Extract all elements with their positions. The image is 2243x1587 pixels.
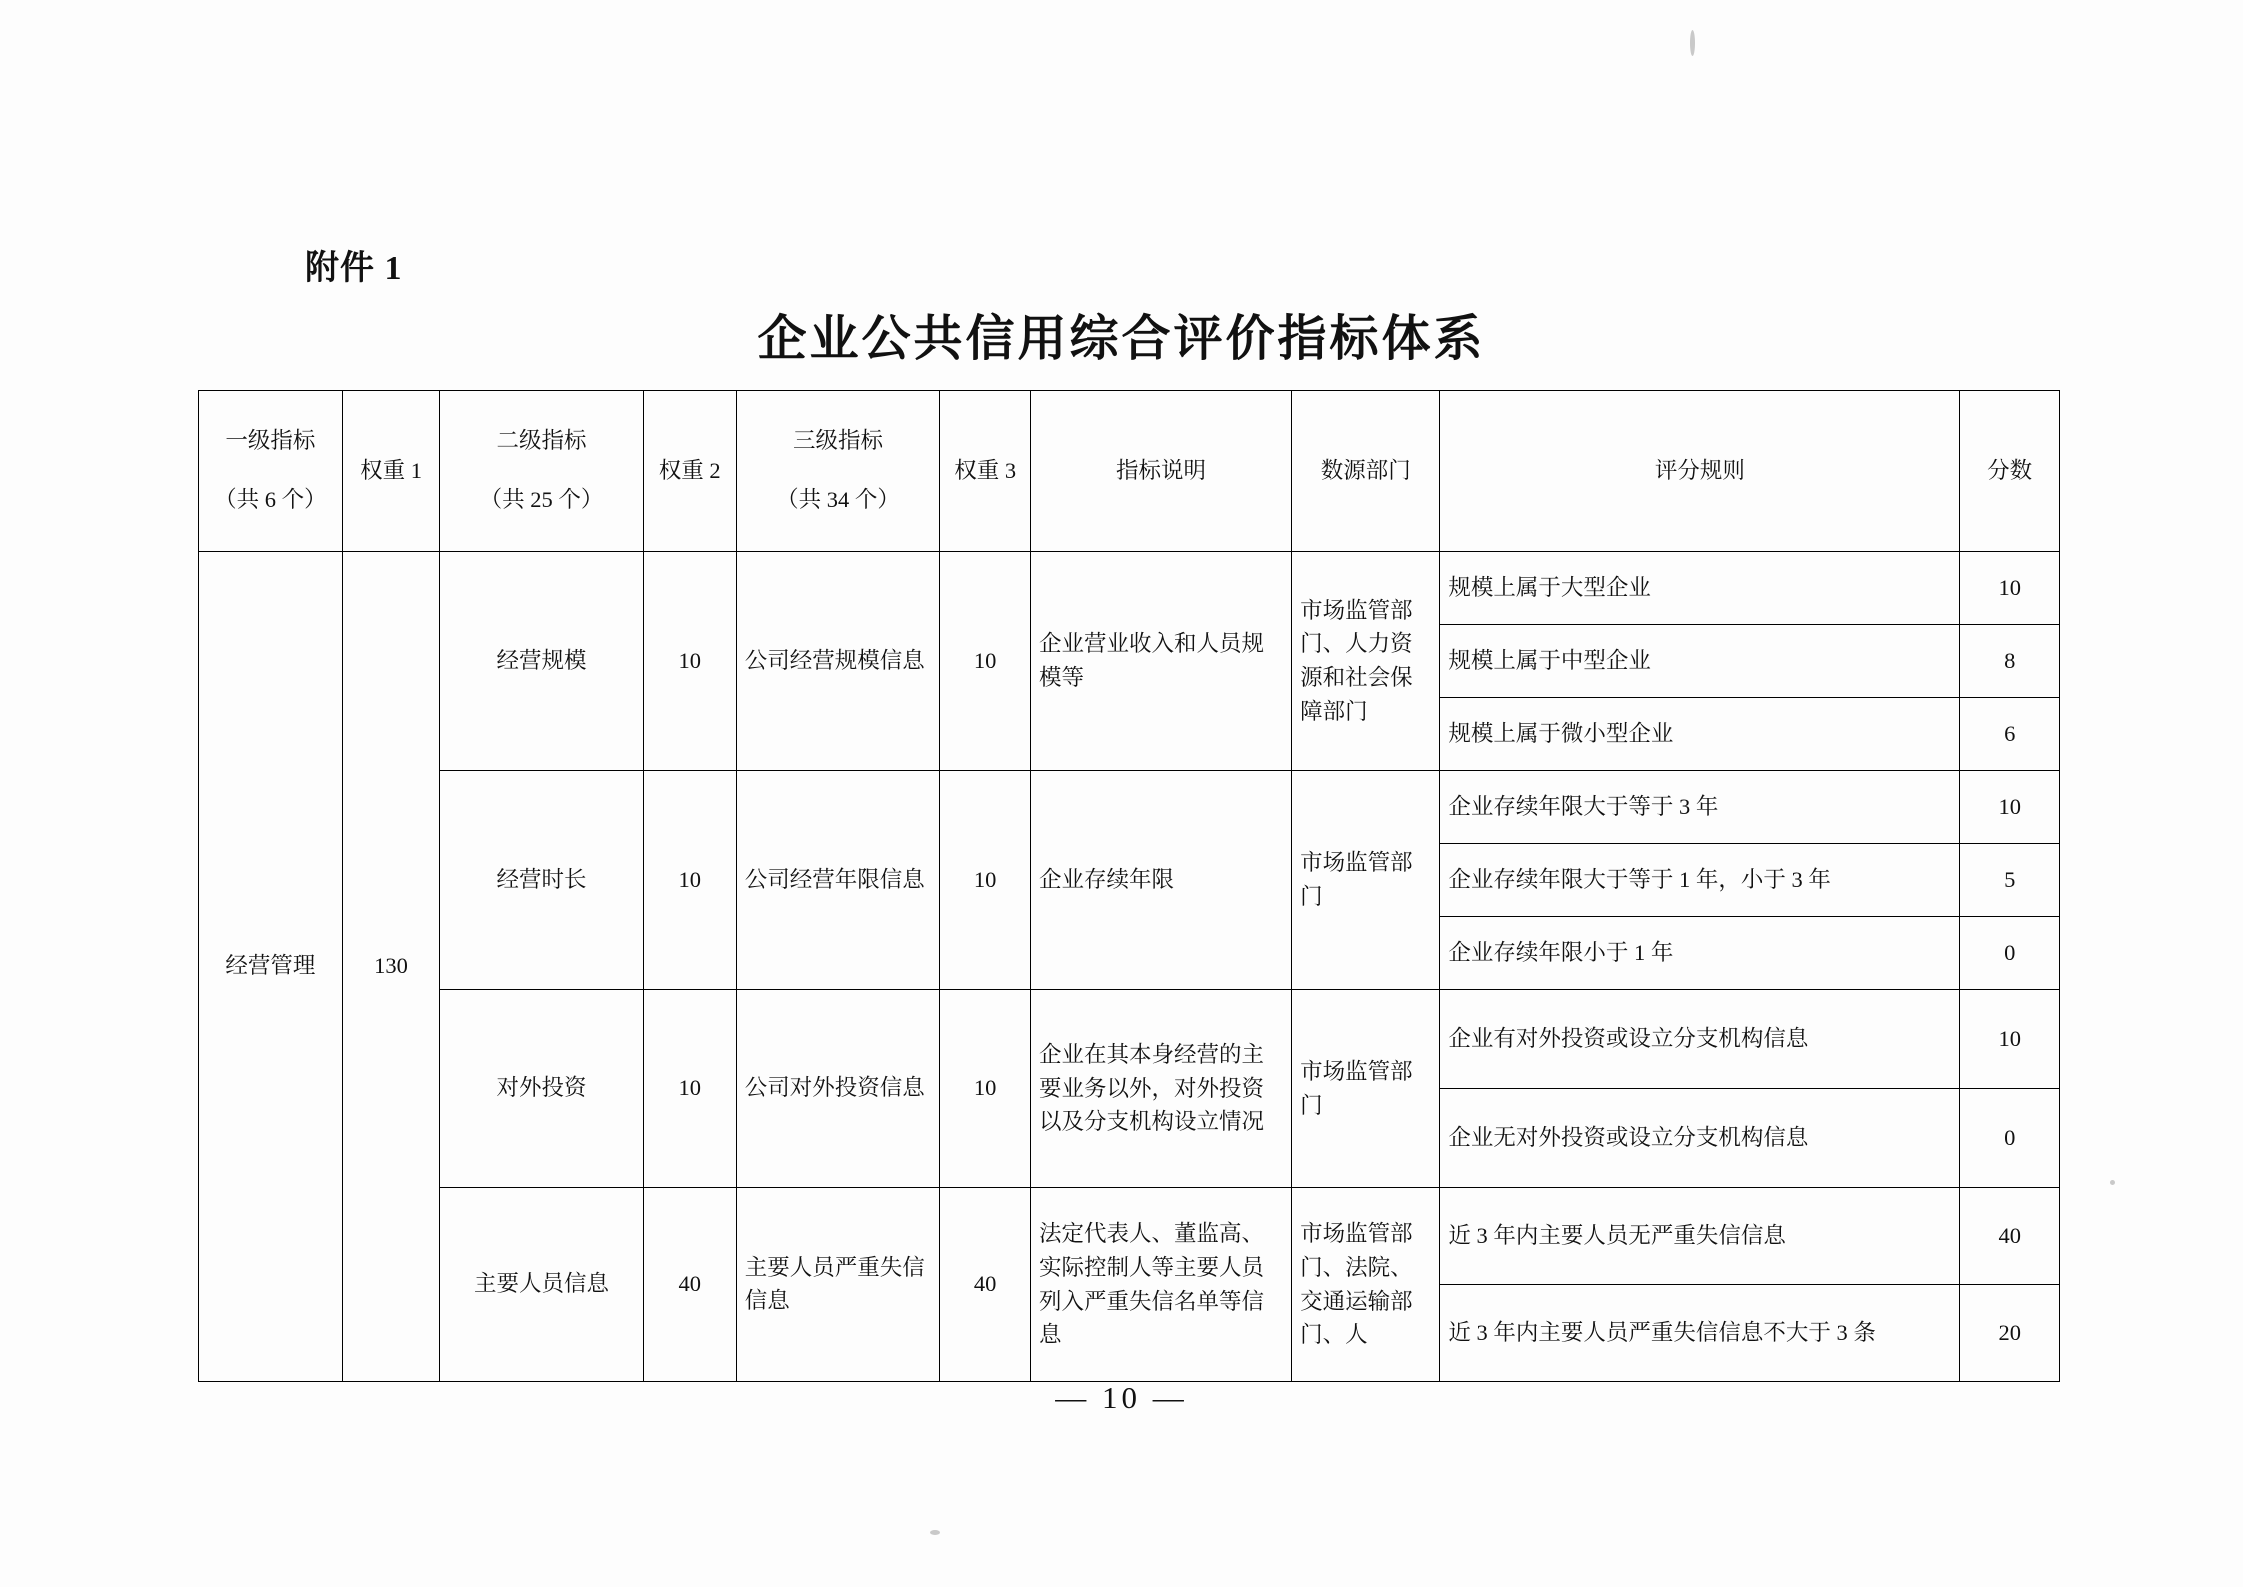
header-weight1: 权重 1 xyxy=(342,391,439,552)
page-number: — 10 — xyxy=(1055,1380,1188,1415)
level1-weight: 130 xyxy=(342,552,439,1382)
level2-weight: 40 xyxy=(643,1188,736,1382)
scoring-rule: 企业存续年限大于等于 3 年 xyxy=(1440,771,1960,844)
header-weight3: 权重 3 xyxy=(940,391,1031,552)
scoring-rule: 规模上属于中型企业 xyxy=(1440,625,1960,698)
level2-name: 主要人员信息 xyxy=(440,1188,644,1382)
table-row xyxy=(199,552,2060,625)
paper-speck xyxy=(930,1530,940,1535)
attachment-label: 附件 1 xyxy=(305,250,403,287)
rule-score: 40 xyxy=(1960,1188,2060,1285)
level3-weight: 10 xyxy=(940,771,1031,990)
level2-name: 经营时长 xyxy=(440,771,644,990)
header-level1-line1: 一级指标 xyxy=(225,428,316,454)
rule-score: 20 xyxy=(1960,1285,2060,1382)
level3-name: 公司经营规模信息 xyxy=(736,552,940,771)
header-rule: 评分规则 xyxy=(1440,391,1960,552)
level3-name: 公司对外投资信息 xyxy=(736,990,940,1188)
level2-weight: 10 xyxy=(643,552,736,771)
scoring-rule: 近 3 年内主要人员无严重失信信息 xyxy=(1440,1188,1960,1285)
header-level3-line1: 三级指标 xyxy=(792,428,883,454)
scoring-rule: 近 3 年内主要人员严重失信信息不大于 3 条 xyxy=(1440,1285,1960,1382)
level2-weight: 10 xyxy=(643,771,736,990)
header-source: 数源部门 xyxy=(1292,391,1440,552)
level2-name: 经营规模 xyxy=(440,552,644,771)
header-level1-line2: （共 6 个） xyxy=(214,487,327,512)
header-level2-line1: 二级指标 xyxy=(496,428,587,454)
page-title: 企业公共信用综合评价指标体系 xyxy=(757,311,1486,366)
header-level2 xyxy=(440,391,644,552)
paper-speck xyxy=(2110,1180,2115,1185)
scoring-rule: 企业有对外投资或设立分支机构信息 xyxy=(1440,990,1960,1089)
table-row xyxy=(199,990,2060,1089)
level3-weight: 10 xyxy=(940,990,1031,1188)
header-level2-line2: （共 25 个） xyxy=(479,487,604,512)
level3-weight: 10 xyxy=(940,552,1031,771)
indicator-description: 法定代表人、董监高、实际控制人等主要人员列入严重失信名单等信息 xyxy=(1031,1188,1292,1382)
scoring-rule: 企业存续年限小于 1 年 xyxy=(1440,917,1960,990)
indicator-description: 企业营业收入和人员规模等 xyxy=(1031,552,1292,771)
level2-weight: 10 xyxy=(643,990,736,1188)
level3-name: 主要人员严重失信信息 xyxy=(736,1188,940,1382)
header-level1 xyxy=(199,391,343,552)
table-header-row xyxy=(199,391,2060,552)
table-row xyxy=(199,1188,2060,1285)
level3-name: 公司经营年限信息 xyxy=(736,771,940,990)
header-level3 xyxy=(736,391,940,552)
table-row xyxy=(199,771,2060,844)
data-source: 市场监管部门 xyxy=(1292,771,1440,990)
header-weight2: 权重 2 xyxy=(643,391,736,552)
scoring-rule: 企业存续年限大于等于 1 年，小于 3 年 xyxy=(1440,844,1960,917)
data-source: 市场监管部门、法院、交通运输部门、人 xyxy=(1292,1188,1440,1382)
scoring-rule: 规模上属于大型企业 xyxy=(1440,552,1960,625)
header-level3-line2: （共 34 个） xyxy=(776,487,900,512)
level1-name: 经营管理 xyxy=(199,552,343,1382)
level2-name: 对外投资 xyxy=(440,990,644,1188)
rule-score: 6 xyxy=(1960,698,2060,771)
indicator-description: 企业在其本身经营的主要业务以外，对外投资以及分支机构设立情况 xyxy=(1031,990,1292,1188)
indicator-table xyxy=(198,390,2060,1382)
scoring-rule: 规模上属于微小型企业 xyxy=(1440,698,1960,771)
rule-score: 5 xyxy=(1960,844,2060,917)
level3-weight: 40 xyxy=(940,1188,1031,1382)
rule-score: 0 xyxy=(1960,917,2060,990)
data-source: 市场监管部门 xyxy=(1292,990,1440,1188)
rule-score: 10 xyxy=(1960,552,2060,625)
rule-score: 10 xyxy=(1960,990,2060,1089)
header-score: 分数 xyxy=(1960,391,2060,552)
indicator-description: 企业存续年限 xyxy=(1031,771,1292,990)
header-description: 指标说明 xyxy=(1031,391,1292,552)
scoring-rule: 企业无对外投资或设立分支机构信息 xyxy=(1440,1089,1960,1188)
rule-score: 8 xyxy=(1960,625,2060,698)
paper-speck xyxy=(1690,30,1695,56)
data-source: 市场监管部门、人力资源和社会保障部门 xyxy=(1292,552,1440,771)
rule-score: 10 xyxy=(1960,771,2060,844)
rule-score: 0 xyxy=(1960,1089,2060,1188)
